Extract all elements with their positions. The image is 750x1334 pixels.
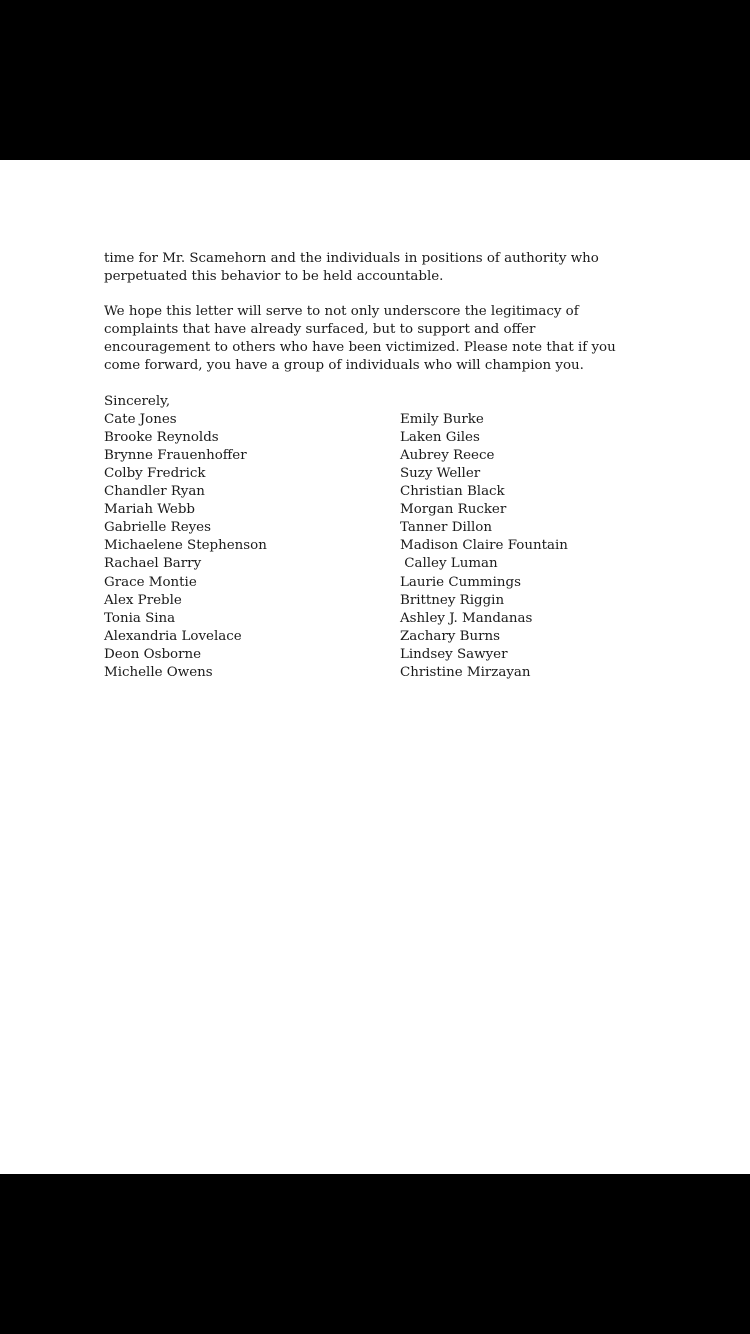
signatories-left-column [104, 411, 400, 682]
signatories-list [104, 411, 644, 682]
letter-content [104, 250, 644, 682]
signatory-name: Laurie Cummings [400, 574, 521, 590]
signatory-name: Lindsey Sawyer [400, 646, 508, 662]
signatory-name: Christine Mirzayan [400, 664, 531, 680]
signatory-name: Christian Black [400, 484, 505, 500]
signatories-right-column [400, 411, 568, 682]
signatory-name: Calley Luman [400, 556, 498, 572]
signatory-name: Aubrey Reece [400, 447, 495, 463]
signatory-name: Zachary Burns [400, 628, 500, 644]
signatory-name: Alex Preble [104, 592, 182, 608]
signatory-name: Brooke Reynolds [104, 429, 219, 445]
signature-block [104, 393, 644, 683]
signatory-name: Rachael Barry [104, 556, 202, 572]
signatory-name: Michaelene Stephenson [104, 538, 267, 554]
letter-paragraph-2: We hope this letter will serve to not only underscore the legitimacy of complaints that have already surfaced, but to support and offer encouragement to others who have been victimized. Please note that if you come forward, you have a group of individuals who will champion you. [104, 304, 616, 374]
signatory-name: Tonia Sina [104, 610, 176, 626]
signatory-name: Morgan Rucker [400, 502, 507, 518]
signatory-name: Grace Montie [104, 574, 197, 590]
signatory-name: Deon Osborne [104, 646, 202, 662]
signatory-name: Emily Burke [400, 411, 484, 427]
signatory-name: Michelle Owens [104, 664, 213, 680]
signatory-name: Ashley J. Mandanas [400, 610, 533, 626]
signatory-name: Brittney Riggin [400, 592, 505, 608]
signatory-name: Mariah Webb [104, 502, 195, 518]
signatory-name: Suzy Weller [400, 465, 481, 481]
signatory-name: Madison Claire Fountain [400, 538, 568, 554]
document-page[interactable] [0, 160, 750, 1174]
signatory-name: Laken Giles [400, 429, 480, 445]
signatory-name: Cate Jones [104, 411, 177, 427]
closing-salutation: Sincerely, [104, 393, 171, 409]
signatory-name: Tanner Dillon [400, 520, 492, 536]
signatory-name: Alexandria Lovelace [104, 628, 242, 644]
signatory-name: Brynne Frauenhoffer [104, 447, 247, 463]
signatory-name: Chandler Ryan [104, 484, 205, 500]
signatory-name: Gabrielle Reyes [104, 520, 211, 536]
letter-paragraph-1: time for Mr. Scamehorn and the individuals in positions of authority who perpetuated this behavior to be held accountable. [104, 251, 599, 285]
signatory-name: Colby Fredrick [104, 465, 206, 481]
